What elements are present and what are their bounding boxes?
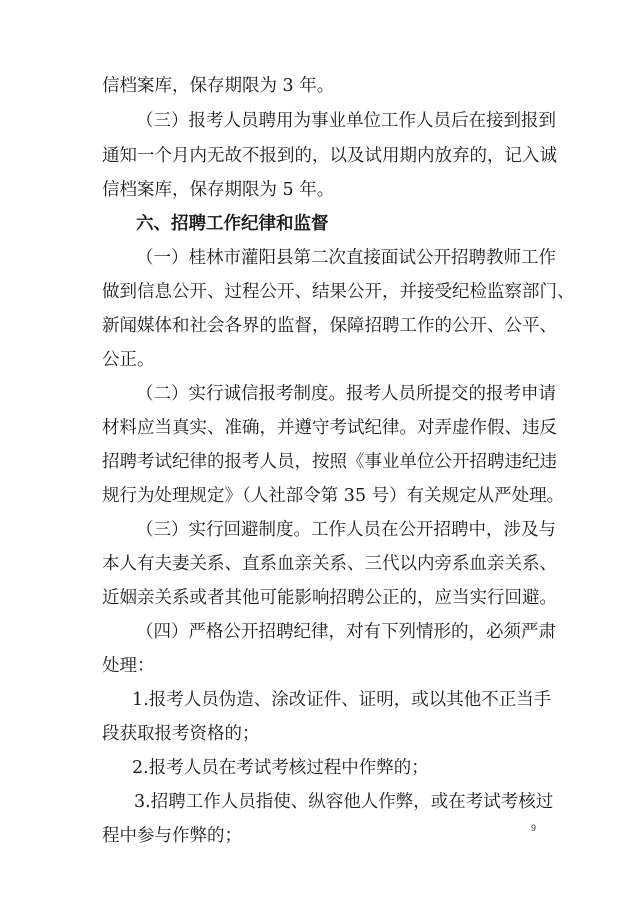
text-line: （三）报考人员聘用为事业单位工作人员后在接到报到 — [136, 111, 556, 131]
text-line: 信档案库，保存期限为 3 年。 — [102, 76, 335, 96]
text-line: 程中参与作弊的； — [102, 826, 242, 846]
text-line: 信档案库，保存期限为 5 年。 — [102, 180, 335, 200]
text-line: 材料应当真实、准确，并遵守考试纪律。对弄虚作假、违反 — [102, 418, 557, 438]
text-line: 做到信息公开、过程公开、结果公开，并接受纪检监察部门、 — [102, 282, 575, 302]
text-line: 本人有夫妻关系、直系血亲关系、三代以内旁系血亲关系、 — [102, 554, 557, 574]
text-line: 规行为处理规定》（人社部令第 35 号）有关规定从严处理。 — [102, 486, 565, 506]
text-line: 段获取报考资格的； — [102, 724, 260, 744]
text-line: 公正。 — [102, 350, 155, 370]
text-line: 3.招聘工作人员指使、纵容他人作弊，或在考试考核过 — [134, 792, 554, 812]
text-line: （二）实行诚信报考制度。报考人员所提交的报考申请 — [136, 384, 556, 404]
text-line: （四）严格公开招聘纪律，对有下列情形的，必须严肃 — [136, 622, 556, 642]
text-line: 处理： — [102, 656, 155, 676]
text-line: 近姻亲关系或者其他可能影响招聘公正的，应当实行回避。 — [102, 588, 557, 608]
text-line: 通知一个月内无故不报到的，以及试用期内放弃的，记入诚 — [102, 146, 557, 166]
text-line: 1.报考人员伪造、涂改证件、证明，或以其他不正当手 — [132, 690, 552, 710]
text-line: （一）桂林市灌阳县第二次直接面试公开招聘教师工作 — [136, 248, 556, 268]
text-line: 新闻媒体和社会各界的监督，保障招聘工作的公开、公平、 — [102, 316, 557, 336]
text-line: 招聘考试纪律的报考人员，按照《事业单位公开招聘违纪违 — [102, 452, 557, 472]
section-heading: 六、招聘工作纪律和监督 — [136, 214, 329, 234]
page-number: 9 — [531, 823, 537, 833]
text-line: （三）实行回避制度。工作人员在公开招聘中，涉及与 — [136, 520, 556, 540]
text-line: 2.报考人员在考试考核过程中作弊的； — [132, 758, 429, 778]
